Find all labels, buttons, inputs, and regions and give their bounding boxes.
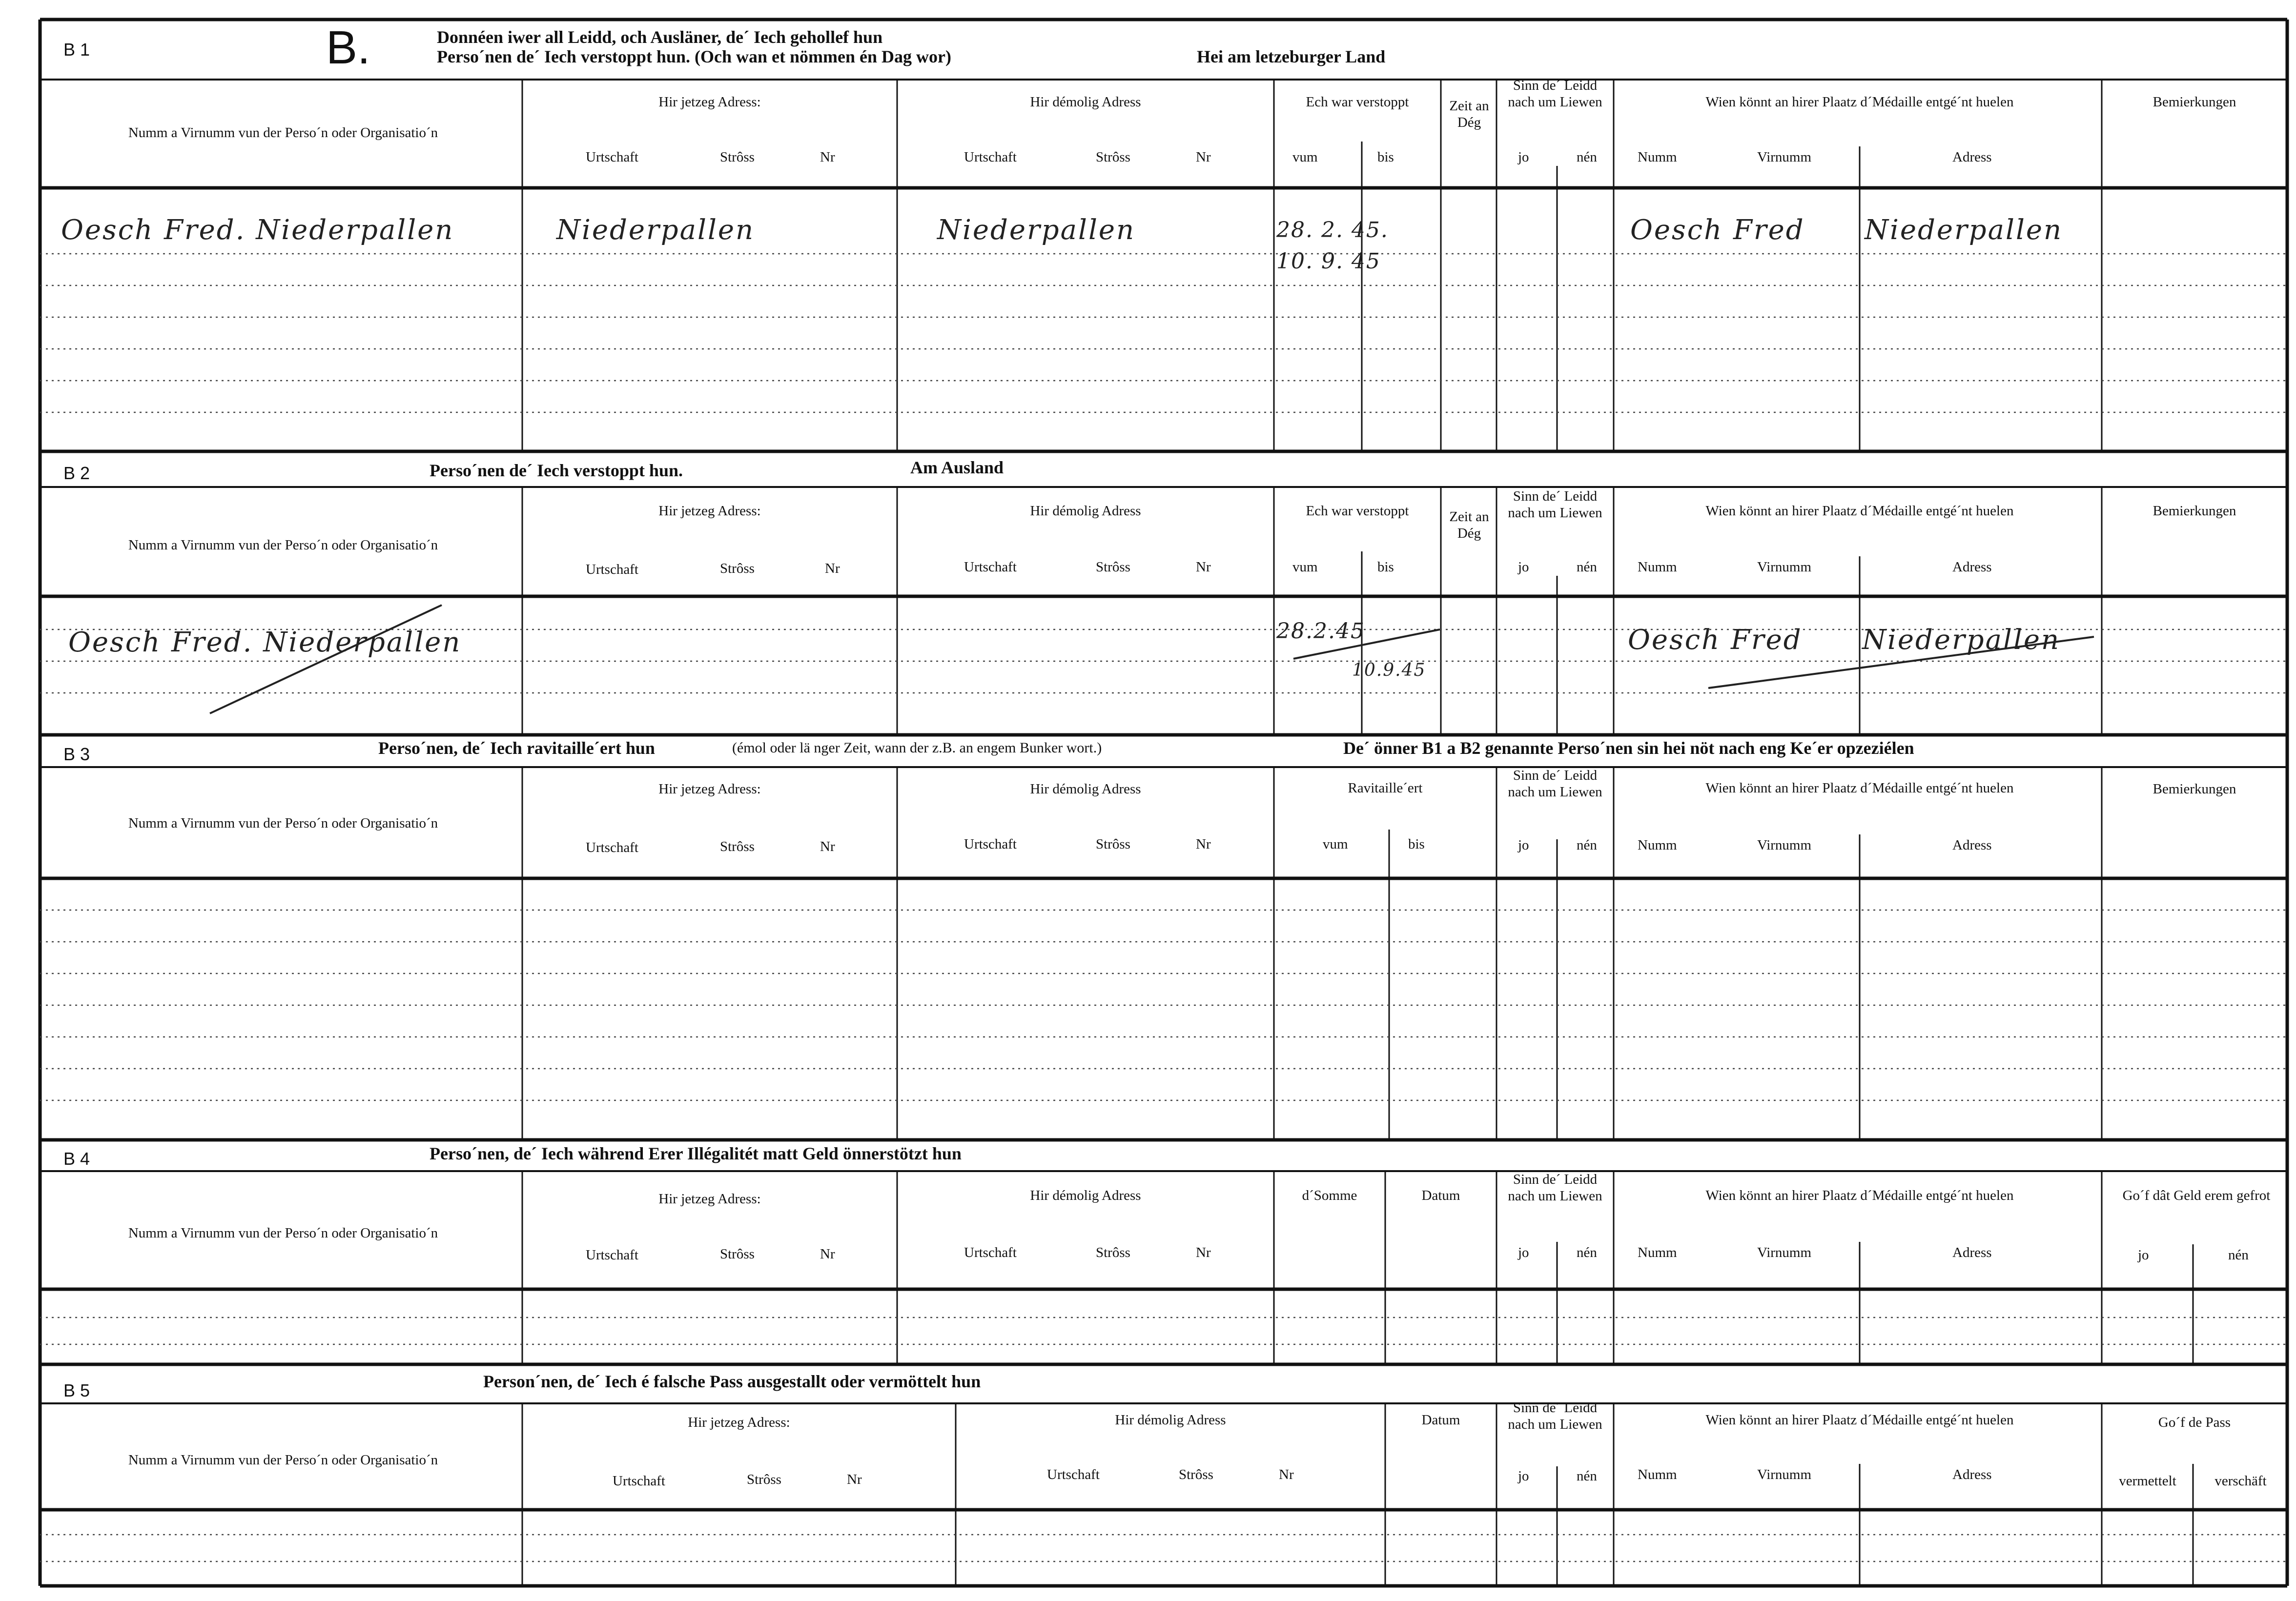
col-remarks: Bemierkungen: [2152, 503, 2236, 519]
b1-title-line2: Perso´nen de´ Iech verstoppt hun. (Och wan et nömmen én Dag wor): [437, 47, 951, 66]
col-nr: Nr: [847, 1472, 862, 1487]
col-stross: Strôss: [747, 1472, 781, 1487]
col-former-addr: Hir démolig Adress: [1030, 781, 1141, 797]
col-virnumm: Virnumm: [1757, 149, 1812, 165]
col-numm: Numm: [1638, 1467, 1677, 1482]
col-vum: vum: [1323, 836, 1348, 852]
col-former-addr: Hir démolig Adress: [1030, 503, 1141, 519]
col-medal: Wien könnt an hirer Plaatz d´Médaille entgé´nt huelen: [1705, 1412, 2014, 1428]
col-sinn: Sinn de´ Leidd nach um Liewen: [1508, 768, 1602, 800]
b2-section-code: B 2: [63, 463, 90, 483]
b2-title-suffix: Am Ausland: [910, 458, 1004, 477]
col-former-addr: Hir démolig Adress: [1115, 1412, 1226, 1428]
b2-column-lines: [522, 487, 2102, 735]
b5-section-code: B 5: [63, 1380, 90, 1400]
col-stross: Strôss: [1096, 559, 1130, 575]
col-jo: jo: [1518, 559, 1529, 575]
col-numm: Numm: [1638, 1245, 1677, 1260]
col-nen: nén: [1577, 149, 1597, 165]
b1-title-suffix: Hei am letzeburger Land: [1197, 47, 1386, 66]
b4-section-code: B 4: [63, 1149, 90, 1169]
col-zeit: Zeit an Dég: [1449, 509, 1489, 541]
col-name: Numm a Virnumm vun der Perso´n oder Organisatio´n: [128, 1452, 438, 1468]
col-jo: jo: [1518, 149, 1529, 165]
col-stross: Strôss: [1179, 1467, 1213, 1482]
b2-entry-from: 28.2.45: [1276, 619, 1365, 644]
col-numm: Numm: [1638, 149, 1677, 165]
col-gof-geld: Go´f dât Geld erem gefrot: [2122, 1188, 2271, 1203]
col-adress: Adress: [1952, 1467, 1992, 1482]
col-urtschaft: Urtschaft: [964, 836, 1017, 852]
col-ravitailleert: Ravitaille´ert: [1348, 780, 1423, 796]
col-numm: Numm: [1638, 559, 1677, 575]
col-name: Numm a Virnumm vun der Perso´n oder Organisatio´n: [128, 815, 438, 831]
col-stross: Strôss: [1096, 836, 1130, 852]
col-vum: vum: [1292, 559, 1318, 575]
b1-entry-current-addr: Niederpallen: [556, 214, 755, 246]
b1-dotted-rows: [40, 254, 2287, 412]
b1-entry-to: 10. 9. 45: [1276, 249, 1381, 274]
col-nr: Nr: [1196, 559, 1211, 575]
col-hidden: Ech war verstoppt: [1306, 503, 1409, 519]
col-urtschaft: Urtschaft: [964, 149, 1017, 165]
b2-entry-medal-addr: Niederpallen: [1862, 624, 2061, 656]
col-jo: jo: [1518, 837, 1529, 853]
col-medal: Wien könnt an hirer Plaatz d´Médaille entgé´nt huelen: [1705, 780, 2014, 796]
b1-entry-from: 28. 2. 45.: [1276, 218, 1389, 243]
col-name: Numm a Virnumm vun der Perso´n oder Organisatio´n: [128, 1225, 438, 1241]
b1-entry-name: Oesch Fred. Niederpallen: [61, 214, 454, 246]
col-nr: Nr: [820, 839, 835, 854]
col-datum: Datum: [1421, 1188, 1460, 1203]
b3-dotted-rows: [40, 910, 2287, 1100]
col-hidden: Ech war verstoppt: [1306, 94, 1409, 110]
b1-title-line1: Donnéen iwer all Leidd, och Ausläner, de´ Iech gehollef hun: [437, 27, 883, 47]
col-nr: Nr: [1196, 1245, 1211, 1260]
col-stross: Strôss: [1096, 1245, 1130, 1260]
col-remarks: Bemierkungen: [2152, 94, 2236, 110]
b5-column-lines: [522, 1403, 2193, 1586]
col-vum: vum: [1292, 149, 1318, 165]
col-numm: Numm: [1638, 837, 1677, 853]
col-virnumm: Virnumm: [1757, 1245, 1812, 1260]
col-virnumm: Virnumm: [1757, 837, 1812, 853]
col-bis: bis: [1377, 149, 1394, 165]
b1-section-code: B 1: [63, 40, 90, 60]
b5-dotted-rows: [40, 1535, 2287, 1561]
col-adress: Adress: [1952, 1245, 1992, 1260]
b3-column-lines: [522, 767, 2102, 1140]
col-somme: d´Somme: [1302, 1188, 1357, 1203]
col-current-addr: Hir jetzeg Adress:: [658, 503, 761, 519]
col-zeit: Zeit an Dég: [1449, 98, 1489, 130]
b4-dotted-rows: [40, 1317, 2287, 1344]
col-stross: Strôss: [720, 1246, 755, 1262]
col-urtschaft: Urtschaft: [586, 1247, 638, 1263]
col-nr: Nr: [1279, 1467, 1294, 1482]
col-current-addr: Hir jetzeg Adress:: [658, 781, 761, 797]
col-stross: Strôss: [720, 839, 755, 854]
col-virnumm: Virnumm: [1757, 559, 1812, 575]
col-urtschaft: Urtschaft: [964, 1245, 1017, 1260]
col-nen: nén: [1577, 837, 1597, 853]
col-nen: nén: [1577, 1468, 1597, 1484]
col-adress: Adress: [1952, 837, 1992, 853]
col-jo: jo: [2138, 1247, 2149, 1263]
col-current-addr: Hir jetzeg Adress:: [658, 94, 761, 110]
b1-entry-medal-name: Oesch Fred: [1630, 214, 1805, 246]
col-sinn: Sinn de´ Leidd nach um Liewen: [1508, 488, 1602, 521]
col-urtschaft: Urtschaft: [1047, 1467, 1100, 1482]
b1-entry-former-addr: Niederpallen: [937, 214, 1136, 246]
b2-entry-to: 10.9.45: [1352, 660, 1426, 680]
col-sinn: Sinn de´ Leidd nach um Liewen: [1508, 78, 1602, 110]
b3-section-code: B 3: [63, 744, 90, 764]
col-bis: bis: [1377, 559, 1394, 575]
b2-strike-marks: [210, 605, 2094, 713]
col-urtschaft: Urtschaft: [586, 562, 638, 577]
b2-entry-name: Oesch Fred. Niederpallen: [68, 627, 462, 658]
col-jo: jo: [1518, 1468, 1529, 1484]
b1-entry-medal-addr: Niederpallen: [1865, 214, 2063, 246]
b3-title-suffix: De´ önner B1 a B2 genannte Perso´nen sin hei nöt nach eng Ke´er opzeziélen: [1343, 738, 1914, 758]
col-stross: Strôss: [720, 149, 755, 165]
col-stross: Strôss: [1096, 149, 1130, 165]
col-former-addr: Hir démolig Adress: [1030, 1188, 1141, 1203]
col-nen: nén: [1577, 559, 1597, 575]
col-medal: Wien könnt an hirer Plaatz d´Médaille entgé´nt huelen: [1705, 94, 2014, 110]
col-former-addr: Hir démolig Adress: [1030, 94, 1141, 110]
b2-entry-medal-name: Oesch Fred: [1628, 624, 1803, 656]
col-verschaft: verschäft: [2214, 1473, 2267, 1489]
col-adress: Adress: [1952, 559, 1992, 575]
col-adress: Adress: [1952, 149, 1992, 165]
col-datum: Datum: [1421, 1412, 1460, 1428]
col-nr: Nr: [1196, 149, 1211, 165]
col-medal: Wien könnt an hirer Plaatz d´Médaille entgé´nt huelen: [1705, 503, 2014, 519]
b4-title: Perso´nen, de´ Iech während Erer Illégalitét matt Geld önnerstötzt hun: [430, 1144, 962, 1163]
col-urtschaft: Urtschaft: [586, 149, 638, 165]
b3-title-note: (émol oder lä nger Zeit, wann der z.B. an engem Bunker wort.): [732, 740, 1102, 756]
b5-title: Person´nen, de´ Iech é falsche Pass ausgestallt oder vermöttelt hun: [483, 1372, 981, 1391]
col-nr: Nr: [1196, 836, 1211, 852]
col-urtschaft: Urtschaft: [964, 559, 1017, 575]
col-sinn: Sinn de´ Leidd nach um Liewen: [1508, 1400, 1602, 1432]
col-name: Numm a Virnumm vun der Perso´n oder Organisatio´n: [128, 125, 438, 141]
col-nr: Nr: [820, 149, 835, 165]
col-name: Numm a Virnumm vun der Perso´n oder Organisatio´n: [128, 537, 438, 553]
col-urtschaft: Urtschaft: [586, 840, 638, 855]
b3-title: Perso´nen, de´ Iech ravitaille´ert hun: [378, 738, 655, 758]
col-urtschaft: Urtschaft: [613, 1473, 665, 1489]
b2-title: Perso´nen de´ Iech verstoppt hun.: [430, 461, 683, 480]
col-bis: bis: [1408, 836, 1425, 852]
col-sinn: Sinn de´ Leidd nach um Liewen: [1508, 1172, 1602, 1204]
col-remarks: Bemierkungen: [2152, 781, 2236, 797]
big-section-letter: B.: [326, 21, 370, 74]
col-vermettelt: vermettelt: [2119, 1473, 2176, 1489]
col-nen: nén: [1577, 1245, 1597, 1260]
col-nr: Nr: [825, 561, 840, 576]
col-virnumm: Virnumm: [1757, 1467, 1812, 1482]
col-medal: Wien könnt an hirer Plaatz d´Médaille entgé´nt huelen: [1705, 1188, 2014, 1203]
col-current-addr: Hir jetzeg Adress:: [658, 1191, 761, 1207]
col-stross: Strôss: [720, 561, 755, 576]
col-nr: Nr: [820, 1246, 835, 1262]
col-nen: nén: [2228, 1247, 2249, 1263]
col-current-addr: Hir jetzeg Adress:: [688, 1415, 790, 1430]
col-gof-pass: Go´f de Pass: [2158, 1415, 2231, 1430]
col-jo: jo: [1518, 1245, 1529, 1260]
